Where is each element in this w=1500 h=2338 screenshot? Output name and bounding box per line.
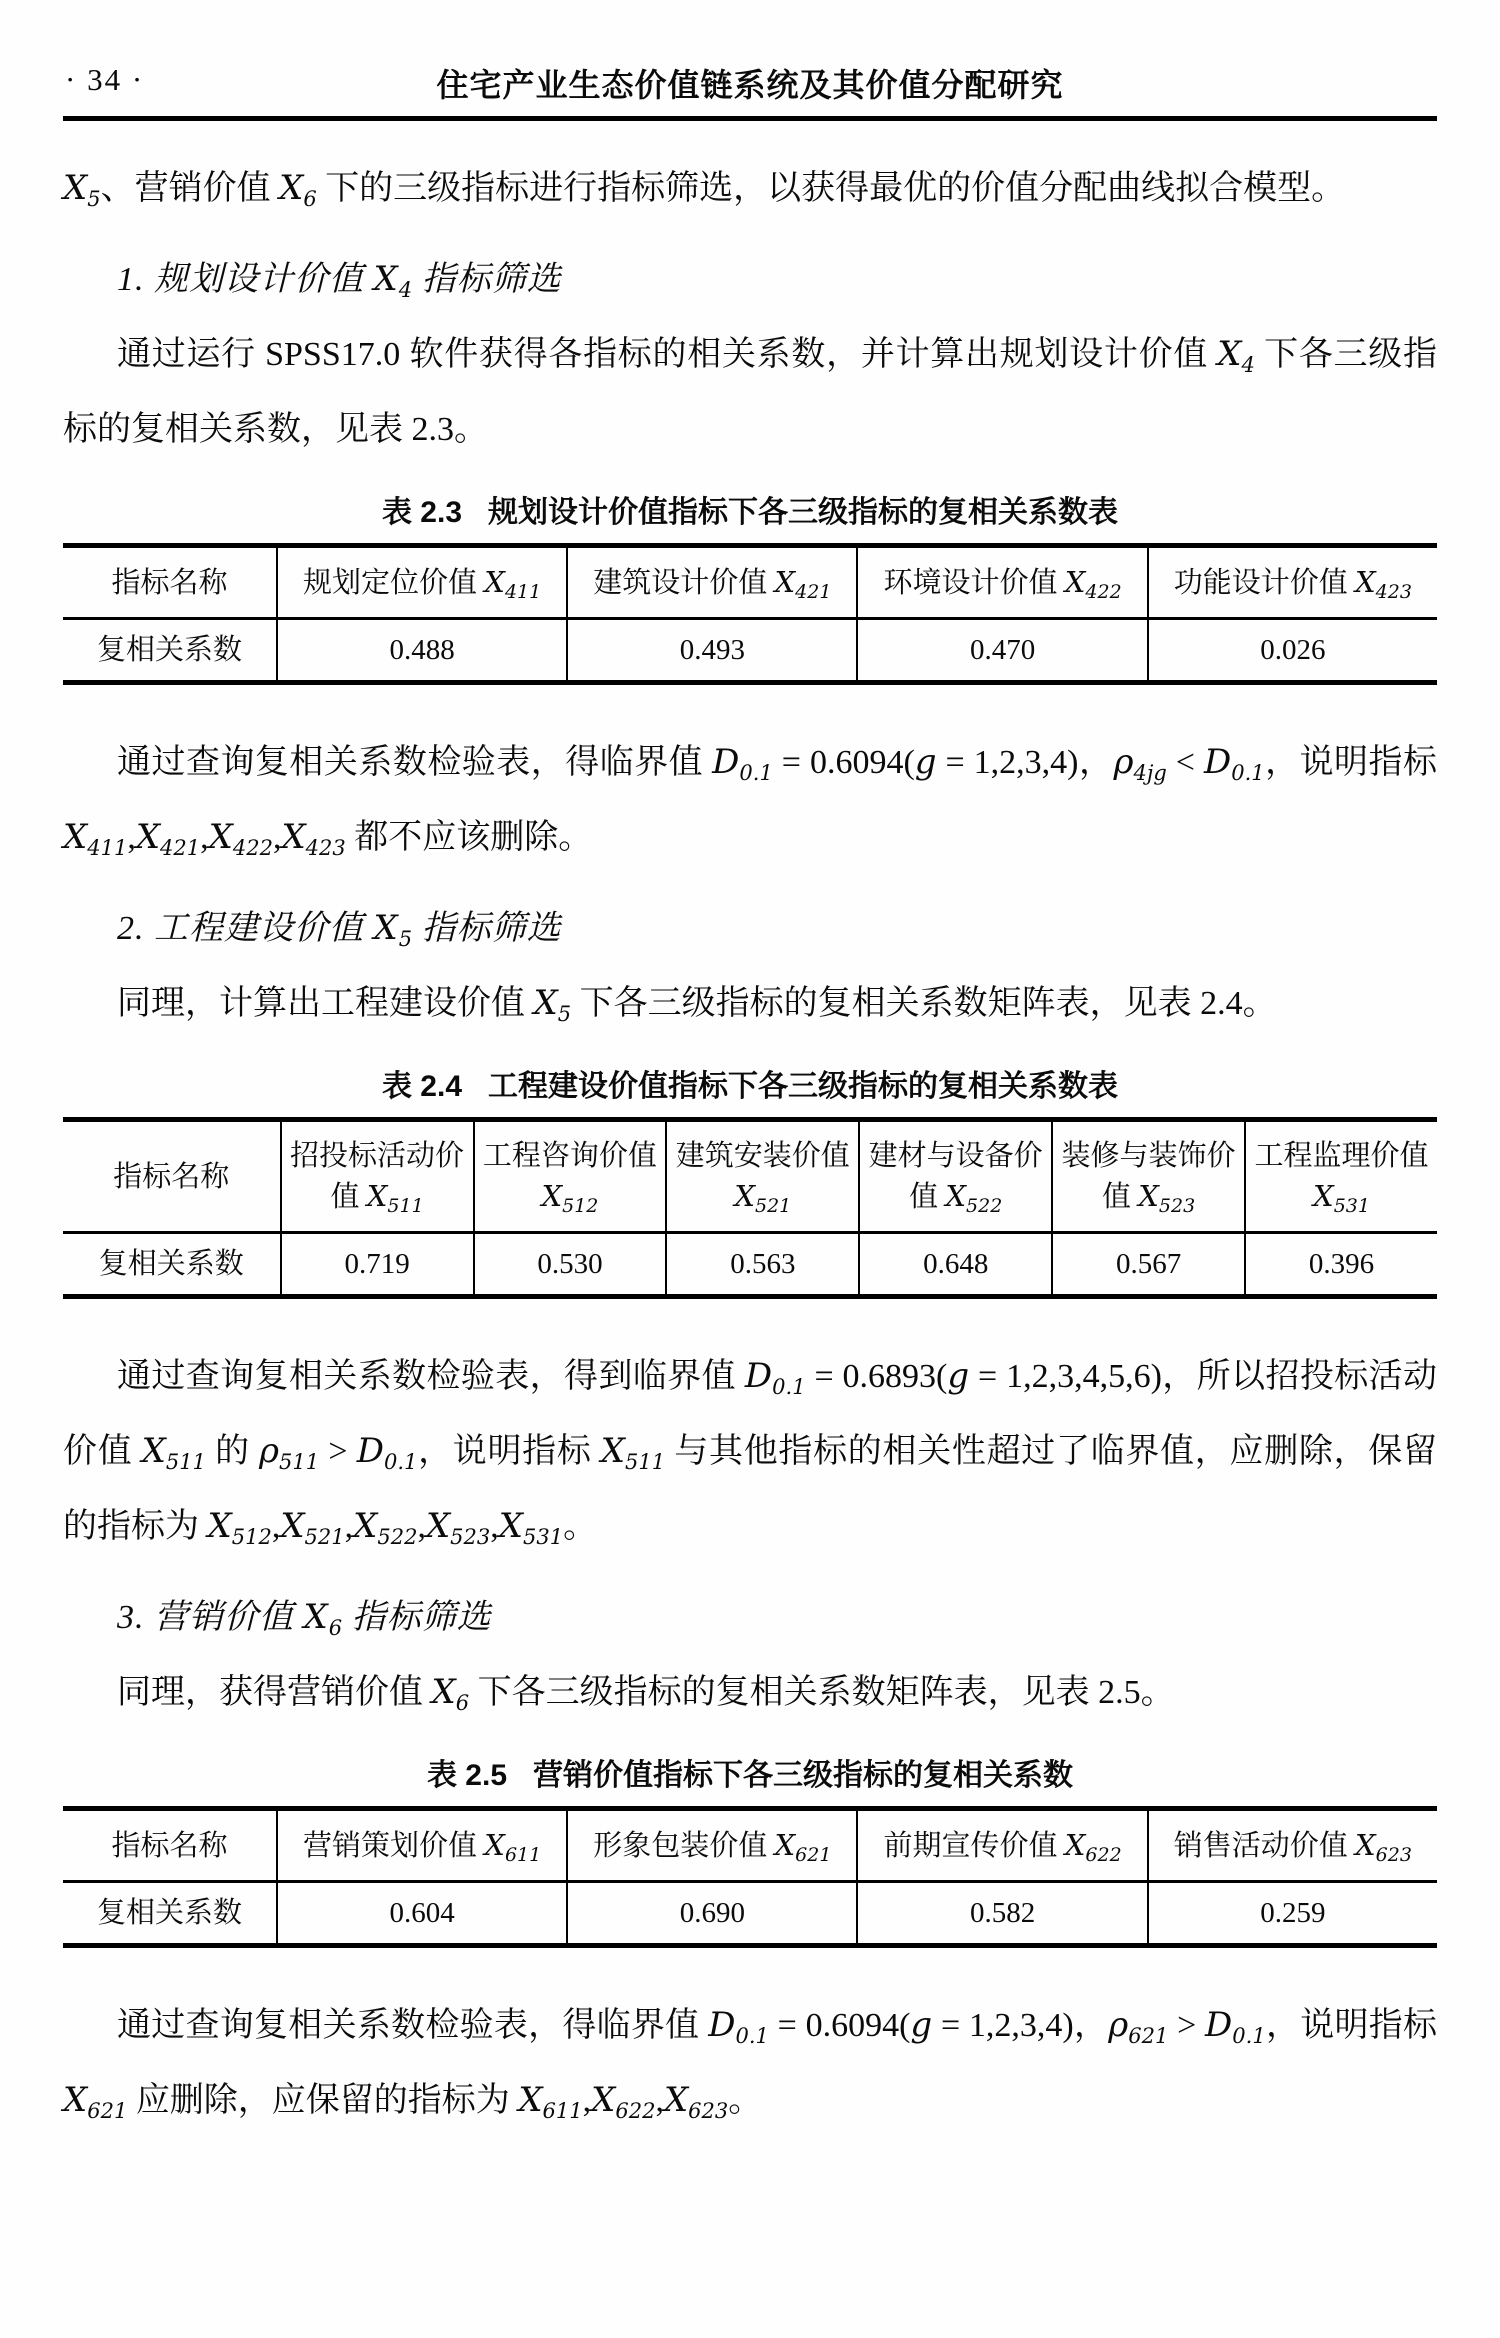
value-cell: 0.488 — [277, 619, 567, 683]
math-symbol: $X_{421}$ — [774, 565, 832, 603]
header-cell: 前期宣传价值 $X_{622}$ — [857, 1809, 1147, 1882]
header-cell: 装修与装饰价值 $X_{523}$ — [1052, 1120, 1245, 1233]
math-symbol: $X_4$ — [1217, 334, 1255, 377]
math-symbol: $X_5$ — [533, 983, 572, 1026]
math-symbol: $X_{622}$ — [1064, 1828, 1122, 1866]
math-symbol: $X_{411}$ — [63, 817, 128, 860]
math-symbol: $X_5$ — [63, 168, 101, 211]
header-cell: 营销策划价值 $X_{611}$ — [277, 1809, 567, 1882]
value-cell: 0.648 — [859, 1233, 1052, 1297]
value-cell: 0.026 — [1148, 619, 1437, 683]
paragraph-after-table-2-3: 通过查询复相关系数检验表，得临界值 $D_{0.1} = 0.6094(g = 1,2,3,4)$，$\rho_{4jg} < D_{0.1}$，说明指标 $X_{411},X_{421},X_{422},X_{423}$ 都不应该删除。 — [63, 742, 1438, 860]
value-cell: 0.493 — [567, 619, 857, 683]
table-header-row — [63, 1809, 1437, 1882]
math-symbol: $X_{522}$ — [353, 1506, 418, 1549]
math-symbol: g — [947, 1356, 970, 1396]
header-cell: 建筑安装价值 $X_{521}$ — [666, 1120, 859, 1233]
math-symbol: $\rho_{4jg}$ — [1113, 742, 1167, 785]
header-cell-indicator-name: 指标名称 — [63, 1809, 277, 1882]
table-caption-title: 营销价值指标下各三级指标的复相关系数 — [533, 1759, 1074, 1792]
paragraph-spss: 通过运行 SPSS17.0 软件获得各指标的相关系数，并计算出规划设计价值 $X_4$ 下各三级指标的复相关系数，见表 2.3。 — [63, 334, 1437, 448]
table-2-5 — [63, 1806, 1437, 1948]
section-heading-3: 3. 营销价值 $X_6$ 指标筛选 — [117, 1597, 492, 1640]
header-cell: 招投标活动价值 $X_{511}$ — [281, 1120, 474, 1233]
table-value-row — [63, 1233, 1437, 1297]
math-symbol: $X_{531}$ — [498, 1506, 564, 1549]
math-symbol: g — [910, 2005, 933, 2045]
math-symbol: $X_6$ — [431, 1672, 470, 1715]
header-cell-indicator-name: 指标名称 — [63, 1120, 281, 1233]
math-symbol: g — [914, 742, 937, 782]
value-cell: 0.530 — [474, 1233, 667, 1297]
table-value-row — [63, 619, 1437, 683]
math-symbol: $X_{623}$ — [1355, 1828, 1412, 1866]
math-symbol: $X_{423}$ — [1355, 565, 1412, 603]
book-title: 住宅产业生态价值链系统及其价值分配研究 — [436, 67, 1064, 103]
table-value-row — [63, 1882, 1437, 1946]
math-symbol: $X_{611}$ — [518, 2080, 583, 2123]
math-symbol: $X_{422}$ — [1064, 565, 1122, 603]
value-cell: 0.604 — [277, 1882, 567, 1946]
math-symbol: $D_{0.1}$ — [744, 1356, 806, 1399]
header-rule — [63, 116, 1437, 121]
header-cell: 工程咨询价值 $X_{512}$ — [474, 1120, 667, 1233]
math-symbol: $X_{511}$ — [141, 1431, 206, 1474]
header-cell: 规划定位价值 $X_{411}$ — [277, 546, 567, 619]
math-symbol: $X_{521}$ — [280, 1506, 345, 1549]
math-symbol: $X_5$ — [373, 908, 413, 951]
paragraph-see-table-2-5: 同理，获得营销价值 $X_6$ 下各三级指标的复相关系数矩阵表，见表 2.5。 — [117, 1672, 1175, 1715]
table-caption-label: 表 2.4 — [381, 1070, 463, 1103]
value-cell: 0.582 — [857, 1882, 1147, 1946]
math-symbol: $X_{411}$ — [484, 565, 542, 603]
table-header-row — [63, 1120, 1437, 1233]
table-header-row — [63, 546, 1437, 619]
header-cell: 建材与设备价值 $X_{522}$ — [859, 1120, 1052, 1233]
page-number: · 34 · — [65, 62, 145, 97]
math-symbol: $X_{511}$ — [600, 1431, 666, 1474]
value-cell: 0.690 — [567, 1882, 857, 1946]
math-symbol: $X_{522}$ — [945, 1179, 1003, 1217]
math-symbol: $X_{421}$ — [135, 817, 201, 860]
row-label-cell: 复相关系数 — [63, 1882, 277, 1946]
row-label-cell: 复相关系数 — [63, 1233, 281, 1297]
math-symbol: $X_6$ — [303, 1597, 343, 1640]
table-caption-title: 工程建设价值指标下各三级指标的复相关系数表 — [488, 1070, 1119, 1103]
running-head — [63, 52, 1437, 110]
math-symbol: $X_6$ — [279, 168, 317, 211]
math-symbol: $X_4$ — [373, 259, 413, 302]
math-symbol: $\rho_{511}$ — [259, 1431, 320, 1474]
math-symbol: $X_{521}$ — [734, 1179, 792, 1217]
math-symbol: $D_{0.1}$ — [1203, 742, 1265, 785]
table-caption-label: 表 2.3 — [381, 496, 463, 529]
section-heading-1: 1. 规划设计价值 $X_4$ 指标筛选 — [117, 259, 562, 302]
header-cell: 工程监理价值 $X_{531}$ — [1245, 1120, 1437, 1233]
math-symbol: $X_{622}$ — [591, 2080, 656, 2123]
value-cell: 0.470 — [857, 619, 1147, 683]
header-cell: 功能设计价值 $X_{423}$ — [1148, 546, 1437, 619]
table-caption-label: 表 2.5 — [426, 1759, 508, 1792]
math-symbol: $X_{621}$ — [774, 1828, 832, 1866]
row-label-cell: 复相关系数 — [63, 619, 277, 683]
math-symbol: $\rho_{621}$ — [1108, 2005, 1169, 2048]
math-symbol: $D_{0.1}$ — [708, 2005, 769, 2048]
table-2-3-caption — [63, 491, 1437, 535]
value-cell: 0.567 — [1052, 1233, 1245, 1297]
value-cell: 0.259 — [1148, 1882, 1437, 1946]
header-cell: 环境设计价值 $X_{422}$ — [857, 546, 1147, 619]
paragraph-see-table-2-4: 同理，计算出工程建设价值 $X_5$ 下各三级指标的复相关系数矩阵表，见表 2.4。 — [117, 983, 1277, 1026]
table-2-4 — [63, 1117, 1437, 1299]
paragraph-after-table-2-4: 通过查询复相关系数检验表，得到临界值 $D_{0.1} = 0.6893(g = 1,2,3,4,5,6)$，所以招投标活动价值 $X_{511}$ 的 $\rho_{511} > D_{0.1}$，说明指标 $X_{511}$ 与其他指标的相关性超过了临界值，应删除，保留的指标为 $X_{512},X_{521},X_{522},X_{523},X_{531}$。 — [63, 1356, 1438, 1549]
header-cell: 形象包装价值 $X_{621}$ — [567, 1809, 857, 1882]
math-symbol: $X_{511}$ — [366, 1179, 424, 1217]
math-symbol: $X_{512}$ — [207, 1506, 272, 1549]
paragraph-intro: $X_5$、营销价值 $X_6$ 下的三级指标进行指标筛选，以获得最优的价值分配曲线拟合模型。 — [63, 168, 1346, 211]
math-symbol: $X_{523}$ — [1138, 1179, 1196, 1217]
math-symbol: $D_{0.1}$ — [356, 1431, 418, 1474]
value-cell: 0.719 — [281, 1233, 474, 1297]
math-symbol: $X_{512}$ — [541, 1179, 599, 1217]
value-cell: 0.396 — [1245, 1233, 1437, 1297]
header-cell: 销售活动价值 $X_{623}$ — [1148, 1809, 1437, 1882]
math-symbol: $D_{0.1}$ — [1205, 2005, 1266, 2048]
math-symbol: $D_{0.1}$ — [712, 742, 773, 785]
table-2-3 — [63, 543, 1437, 685]
section-heading-2: 2. 工程建设价值 $X_5$ 指标筛选 — [117, 908, 562, 951]
table-2-4-caption — [63, 1065, 1437, 1109]
table-caption-title: 规划设计价值指标下各三级指标的复相关系数表 — [488, 496, 1119, 529]
math-symbol: $X_{523}$ — [425, 1506, 491, 1549]
paragraph-after-table-2-5: 通过查询复相关系数检验表，得临界值 $D_{0.1} = 0.6094(g = 1,2,3,4)$，$\rho_{621} > D_{0.1}$，说明指标 $X_{621}$ 应删除，应保留的指标为 $X_{611},X_{622},X_{623}$。 — [63, 2005, 1438, 2123]
math-symbol: $X_{611}$ — [484, 1828, 542, 1866]
math-symbol: $X_{531}$ — [1313, 1179, 1370, 1217]
math-symbol: $X_{623}$ — [663, 2080, 729, 2123]
math-symbol: $X_{621}$ — [63, 2080, 128, 2123]
table-2-5-caption — [63, 1754, 1437, 1798]
header-cell: 建筑设计价值 $X_{421}$ — [567, 546, 857, 619]
math-symbol: $X_{422}$ — [208, 817, 273, 860]
header-cell-indicator-name: 指标名称 — [63, 546, 277, 619]
value-cell: 0.563 — [666, 1233, 859, 1297]
math-symbol: $X_{423}$ — [281, 817, 346, 860]
